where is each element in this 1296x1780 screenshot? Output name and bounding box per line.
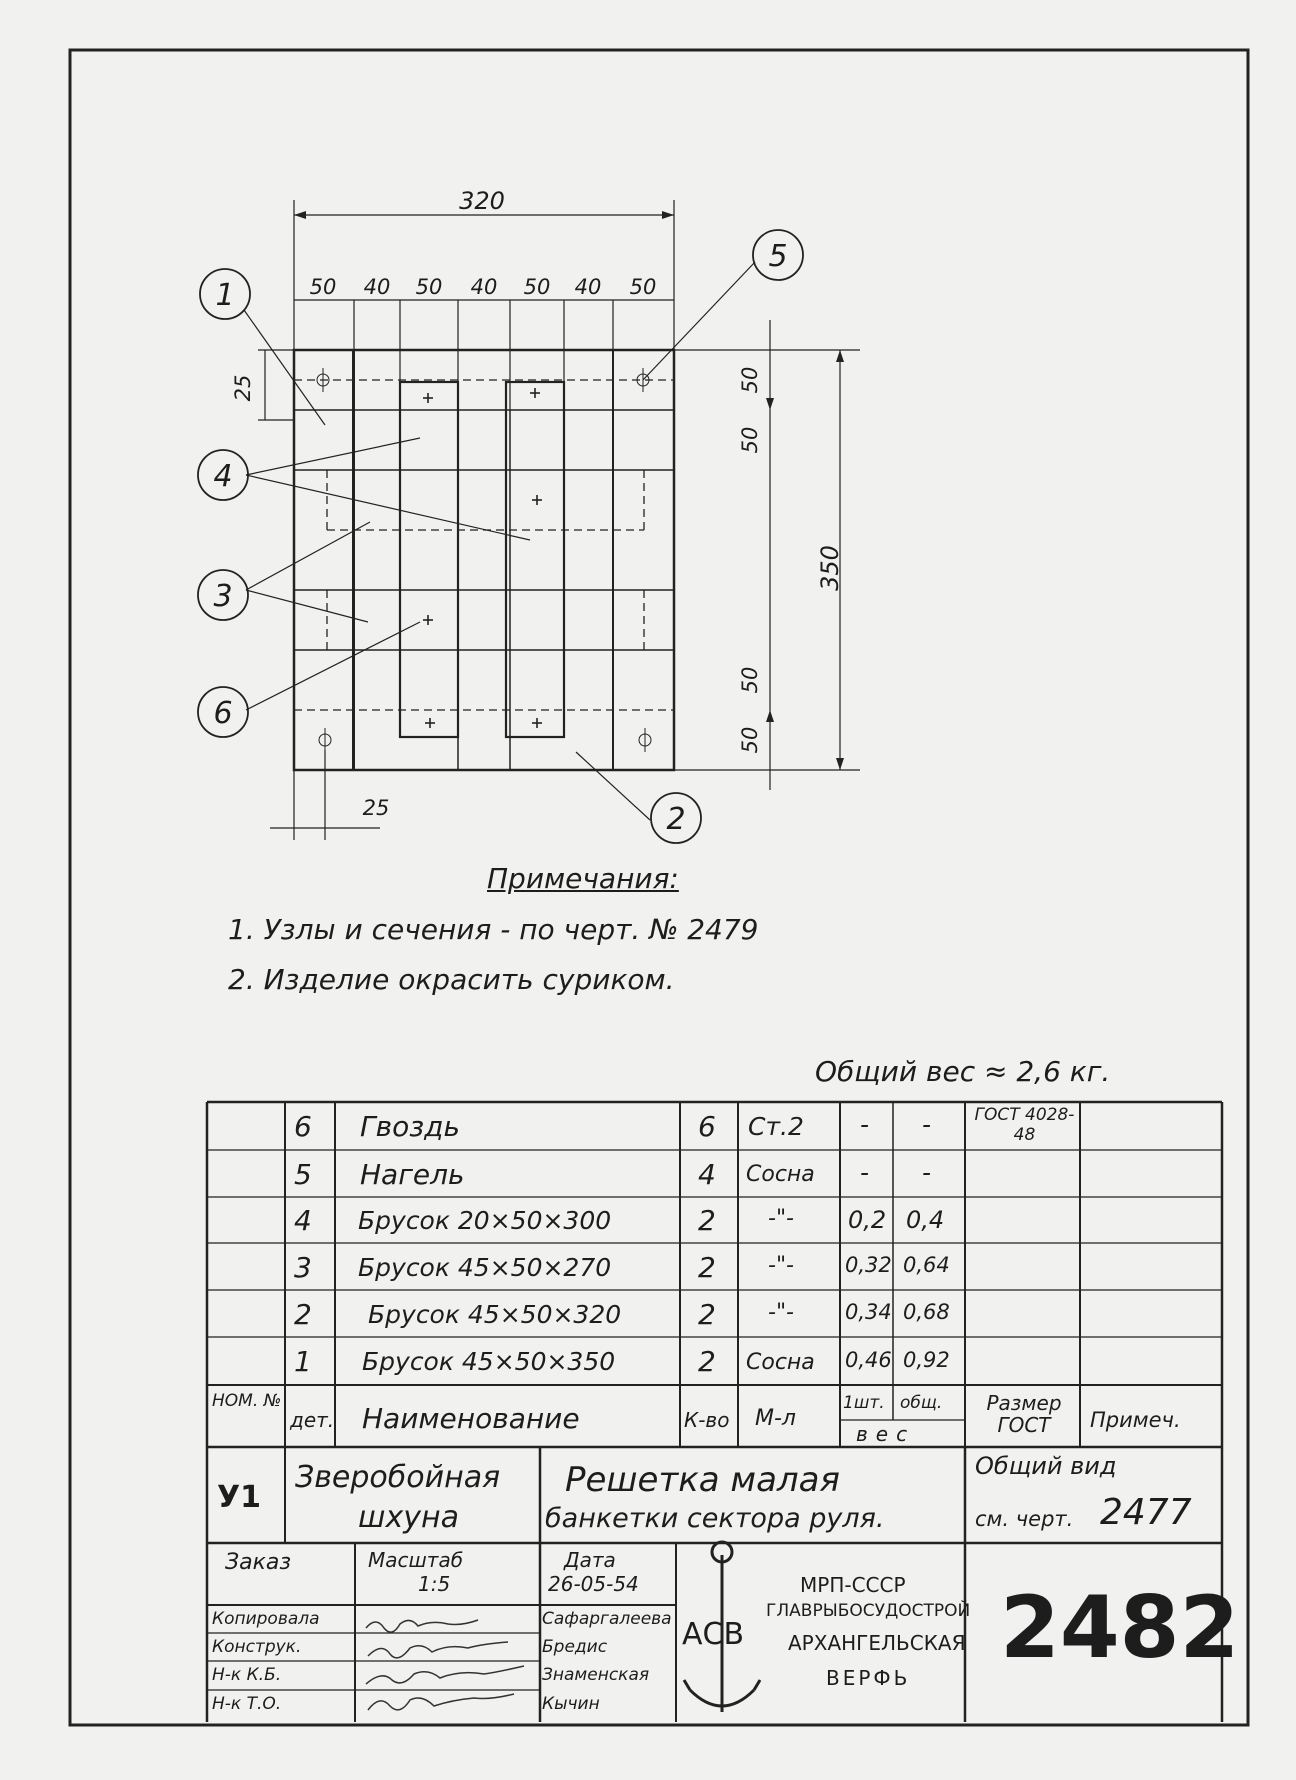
part-6-material: Ст.2: [748, 1112, 804, 1141]
role-head-to: Н-к Т.О.: [212, 1694, 282, 1714]
callout-circles: [198, 230, 803, 843]
part-1-w1: 0,46: [845, 1348, 892, 1372]
part-6-name: Гвоздь: [360, 1110, 460, 1143]
part-2-w1: 0,34: [845, 1300, 892, 1324]
org-line-2: ГЛАВРЫБОСУДОСТРОЙ: [766, 1601, 971, 1621]
callout-3-label: 3: [213, 579, 233, 614]
org-line-1: МРП-СССР: [800, 1573, 906, 1597]
part-4-name: Брусок 20×50×300: [358, 1206, 612, 1235]
callout-6-label: 6: [213, 696, 233, 731]
part-2-material: -"-: [768, 1300, 794, 1325]
header-remark: Примеч.: [1090, 1408, 1181, 1432]
part-1-qty: 2: [698, 1345, 716, 1378]
org-line-3: АРХАНГЕЛЬСКАЯ: [788, 1631, 966, 1655]
logo-text: АСВ: [682, 1617, 745, 1652]
dim-total-width: 320: [459, 187, 505, 215]
part-3-material: -"-: [768, 1253, 794, 1278]
dim-right-4: 50: [738, 726, 762, 754]
drawing-number: 2482: [1000, 1578, 1240, 1678]
note-1: 1. Узлы и сечения - по черт. № 2479: [228, 913, 759, 946]
callout-2-label: 2: [666, 802, 686, 837]
vessel-name: Зверобойная: [295, 1460, 501, 1495]
see-drawing-label: см. черт.: [975, 1507, 1074, 1531]
part-6-qty: 6: [698, 1110, 716, 1143]
header-gost: Размер ГОСТ: [986, 1391, 1062, 1437]
dim-seg-5: 50: [523, 275, 551, 299]
scale-label: Масштаб: [368, 1548, 464, 1572]
name-head-kb: Знаменская: [542, 1665, 650, 1685]
vessel-name-2: шхуна: [358, 1500, 459, 1535]
dim-total-height: 350: [816, 545, 844, 591]
part-5-material: Сосна: [746, 1162, 815, 1187]
dim-bottom-25: 25: [362, 796, 390, 820]
part-3-name: Брусок 45×50×270: [358, 1253, 612, 1282]
dim-seg-6: 40: [574, 275, 602, 299]
part-5-wtot: -: [922, 1158, 932, 1187]
org-line-4: ВЕРФЬ: [826, 1666, 911, 1690]
dim-seg-1: 50: [309, 275, 337, 299]
header-qty: К-во: [684, 1408, 730, 1432]
header-nom: НОМ. №: [212, 1391, 282, 1411]
part-2-qty: 2: [698, 1298, 716, 1331]
name-head-to: Кычин: [542, 1694, 600, 1714]
header-weight: вес: [856, 1422, 916, 1446]
part-2-name: Брусок 45×50×320: [368, 1300, 622, 1329]
dim-seg-4: 40: [470, 275, 498, 299]
part-5-qty: 4: [698, 1158, 716, 1191]
dim-right-1: 50: [738, 366, 762, 394]
date-label: Дата: [564, 1548, 616, 1572]
callout-1-label: 1: [215, 278, 235, 313]
name-designer: Бредис: [542, 1637, 608, 1657]
header-material: М-л: [755, 1406, 796, 1431]
grate-plan-view: [294, 350, 674, 770]
part-5-w1: -: [860, 1158, 870, 1187]
order-label: Заказ: [225, 1550, 292, 1575]
date-value: 26-05-54: [548, 1572, 639, 1596]
role-head-kb: Н-к К.Б.: [212, 1665, 282, 1685]
callout-4-label: 4: [213, 459, 233, 494]
total-weight: Общий вес ≈ 2,6 кг.: [815, 1055, 1111, 1088]
part-2-wtot: 0,68: [903, 1300, 950, 1324]
part-4-no: 4: [294, 1204, 312, 1237]
header-name: Наименование: [362, 1402, 580, 1435]
product-code: У1: [217, 1480, 262, 1515]
dim-right-2: 50: [738, 426, 762, 454]
scale-value: 1:5: [418, 1572, 451, 1596]
header-wtot: общ.: [900, 1393, 943, 1413]
notes-title: Примечания:: [487, 862, 679, 895]
part-1-material: Сосна: [746, 1350, 815, 1375]
dim-seg-2: 40: [363, 275, 391, 299]
grate-outline: [294, 350, 674, 770]
dimension-lines: [258, 200, 860, 840]
reference-drawing-number: 2477: [1100, 1492, 1192, 1533]
dim-seg-7: 50: [629, 275, 657, 299]
header-det: дет.: [290, 1408, 335, 1432]
part-6-wtot: -: [922, 1110, 932, 1139]
role-designer: Конструк.: [212, 1637, 302, 1657]
drawing-title: Решетка малая: [565, 1460, 840, 1500]
dim-left-25: 25: [231, 374, 255, 402]
general-view-label: Общий вид: [975, 1452, 1117, 1480]
note-2: 2. Изделие окрасить суриком.: [228, 963, 675, 996]
name-copied: Сафаргалеева: [542, 1609, 672, 1629]
header-w1: 1шт.: [843, 1393, 885, 1413]
part-3-no: 3: [294, 1251, 312, 1284]
part-2-no: 2: [294, 1298, 312, 1331]
part-1-name: Брусок 45×50×350: [362, 1347, 616, 1376]
part-4-qty: 2: [698, 1204, 716, 1237]
part-6-w1: -: [860, 1110, 870, 1139]
part-5-no: 5: [294, 1158, 312, 1191]
part-4-w1: 0,2: [848, 1206, 887, 1234]
role-copied: Копировала: [212, 1609, 320, 1629]
part-3-qty: 2: [698, 1251, 716, 1284]
part-6-gost: ГОСТ 4028-48: [974, 1105, 1075, 1145]
part-3-wtot: 0,64: [903, 1253, 950, 1277]
dim-seg-3: 50: [415, 275, 443, 299]
dim-right-3: 50: [738, 666, 762, 694]
drawing-subtitle: банкетки сектора руля.: [545, 1503, 885, 1534]
callout-5-label: 5: [768, 239, 788, 274]
part-4-wtot: 0,4: [906, 1206, 945, 1234]
part-1-no: 1: [294, 1345, 312, 1378]
signatures: [358, 1606, 538, 1720]
part-1-wtot: 0,92: [903, 1348, 950, 1372]
part-6-no: 6: [294, 1110, 312, 1143]
part-4-material: -"-: [768, 1206, 794, 1231]
part-3-w1: 0,32: [845, 1253, 892, 1277]
part-5-name: Нагель: [360, 1158, 465, 1191]
